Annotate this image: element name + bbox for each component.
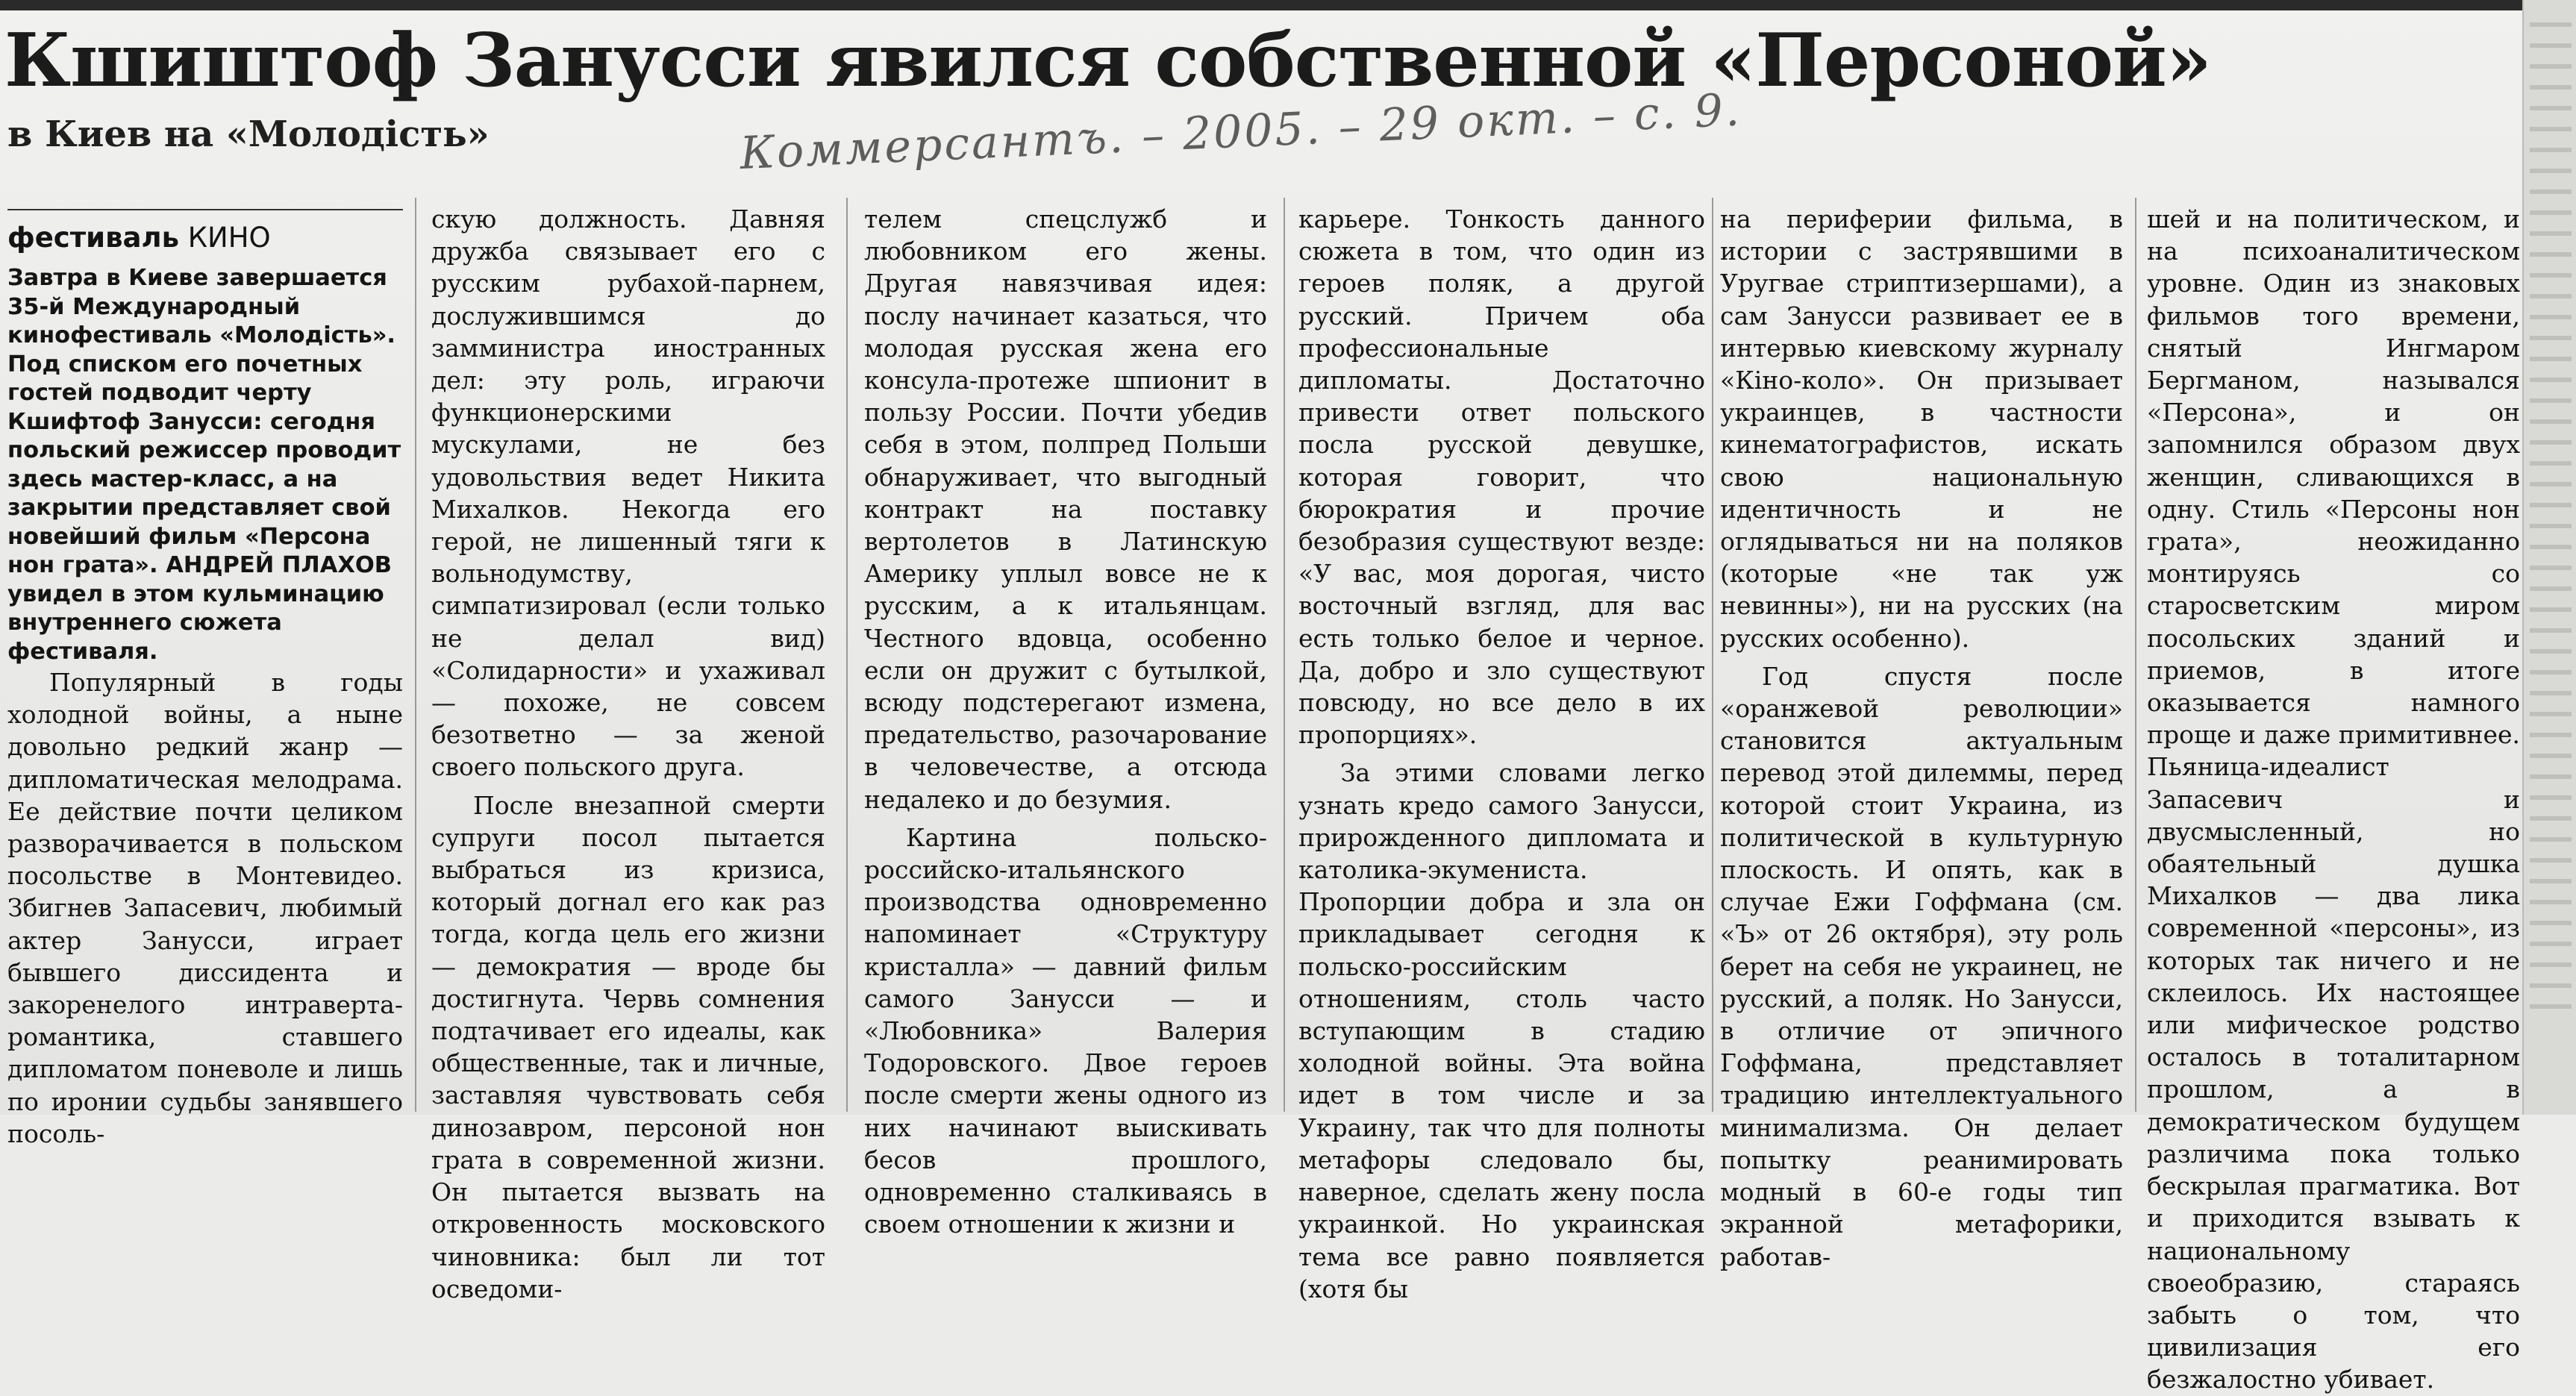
headline: Кшиштоф Занусси явился собственной «Персоной»: [4, 18, 2211, 104]
body-paragraph: За этими словами легко узнать кредо самого Занусси, прирожденного дипломата и католика-экумениста. Пропорции добра и зла он прикладывает сегодня к польско-российским отношениям, столь часто вступающим в стадию холодной войны. Эта война идет в том числе и за Украину, так что для полноты метафоры следовало бы, наверное, сделать жену посла украинкой. Но украинская тема все равно появляется (хотя бы: [1298, 758, 1705, 1303]
body-paragraph: Год спустя после «оранжевой революции» становится актуальным перевод этой дилеммы, перед которой стоит Украина, из политической в культурную плоскость. И опять, как в случае Ежи Гоффмана (см. «Ъ» от 26 октября), эту роль берет на себя не украинец, не русский, а поляк. Но Занусси, в отличие от эпичного Гоффмана, представляет традицию интеллектуального минимализма. Он делает попытку реанимировать модный в 60-е годы тип экранной метафорики, работав-: [1720, 661, 2123, 1271]
body-paragraph: шей и на политическом, и на психоаналитическом уровне. Один из знаковых фильмов того времени, снятый Ингмаром Бергманом, назывался «Персона», и он запомнился образом двух женщин, сливающихся в одну. Стиль «Персоны нон грата», неожиданно монтируясь со старосветским миром посольских зданий и приемов, в итоге оказывается намного проще и даже примитивнее. Пьяница-идеалист Запасевич и двусмысленный, но обаятельный душка Михалков — два лика современной «персоны», из которых так ничего и не склеилось. Их настоящее или мифическое родство осталось в тоталитарном прошлом, а в демократическом будущем различима пока только бескрылая прагматика. Вот и приходится взывать к национальному своеобразию, стараясь забыть о том, что цивилизация его безжалостно убивает.: [2147, 204, 2520, 1395]
column-divider: [1712, 198, 1713, 1112]
rubric-sublabel: КИНО: [187, 222, 271, 254]
rubric: [7, 221, 403, 255]
article-column-1: [7, 203, 403, 1148]
body-paragraph: Популярный в годы холодной войны, а ныне довольно редкий жанр — дипломатическая мелодрама. Ее действие почти целиком разворачивается в польском посольстве в Монтевидео. Збигнев Запасевич, любимый актер Занусси, играет бывшего диссидента и закоренелого интраверта-романтика, ставшего дипломатом поневоле и лишь по иронии судьбы занявшего посоль-: [7, 668, 403, 1148]
subheadline: в Киев на «Молодість»: [7, 113, 490, 155]
body-paragraph: скую должность. Давняя дружба связывает его с русским рубахой-парнем, дослужившимся до замминистра иностранных дел: эту роль, играючи функционерскими мускулами, не без удовольствия ведет Никита Михалков. Некогда его герой, не лишенный тяги к вольнодумству, симпатизировал (если только не делал вид) «Солидарности» и ухаживал — похоже, не совсем безответно — за женой своего польского друга.: [431, 204, 825, 782]
handwritten-source-note: Коммерсантъ. – 2005. – 29 окт. – с. 9.: [739, 84, 1743, 180]
body-paragraph: Картина польско-российско-итальянского производства одновременно напоминает «Структуру кристалла» — давний фильм самого Занусси — и «Любовника» Валерия Тодоровского. Двое героев после смерти жены одного из них начинают выискивать бесов прошлого, одновременно сталкиваясь в своем отношении к жизни и: [864, 822, 1267, 1239]
column-divider: [1284, 198, 1285, 1112]
body-paragraph: карьере. Тонкость данного сюжета в том, что один из героев поляк, а другой русский. Причем оба профессиональные дипломаты. Достаточно привести ответ польского посла русской девушке, которая говорит, что бюрократия и прочие безобразия существуют везде: «У вас, моя дорогая, чисто восточный взгляд, для вас есть только белое и черное. Да, добро и зло существуют повсюду, но все дело в их пропорциях».: [1298, 204, 1705, 750]
column-divider: [415, 198, 416, 1112]
body-paragraph: После внезапной смерти супруги посол пытается выбраться из кризиса, который догнал его как раз тогда, когда цель его жизни — демократия — вроде бы достигнута. Червь сомнения подтачивает его идеалы, как общественные, так и личные, заставляя чувствовать себя динозавром, персоной нон грата в современной жизни. Он пытается вызвать на откровенность московского чиновника: был ли тот осведоми-: [431, 790, 825, 1303]
rubric-rule: [7, 209, 403, 210]
rubric-label: фестиваль: [7, 222, 179, 254]
column-divider: [846, 198, 848, 1112]
article-column-5: [1720, 203, 2123, 1271]
column-divider: [2135, 198, 2136, 1112]
body-paragraph: на периферии фильма, в истории с застрявшими в Уругвае стриптизершами), а сам Занусси развивает ее в интервью киевскому журналу «Кіно-коло». Он призывает украинцев, в частности кинематографистов, искать свою национальную идентичность и не оглядываться ни на поляков (которые «не так уж невинны»), ни на русских (на русских особенно).: [1720, 204, 2123, 653]
article-column-6: [2147, 203, 2520, 1395]
adjacent-page-fragment: [2522, 0, 2576, 1115]
lead-paragraph: Завтра в Киеве завершается 35-й Международный кинофестиваль «Молодість». Под списком его почетных гостей подводит черту Кшифтоф Занусси: сегодня польский режиссер проводит здесь мастер-класс, а на закрытии представляет свой новейший фильм «Персона нон грата». АНДРЕЙ ПЛАХОВ увидел в этом кульминацию внутреннего сюжета фестиваля.: [7, 265, 401, 665]
article-column-4: [1298, 203, 1705, 1303]
article-column-2: [431, 203, 825, 1303]
body-paragraph: телем спецслужб и любовником его жены. Другая навязчивая идея: послу начинает казаться, что молодая русская жена его консула-протеже шпионит в пользу России. Почти убедив себя в этом, полпред Польши обнаруживает, что выгодный контракт на поставку вертолетов в Латинскую Америку уплыл вовсе не к русским, а к итальянцам. Честного вдовца, особенно если он дружит с бутылкой, всюду подстерегают измена, предательство, разочарование в человечестве, а отсюда недалеко и до безумия.: [864, 204, 1267, 814]
top-rule: [0, 0, 2537, 10]
article-column-3: [864, 203, 1267, 1239]
